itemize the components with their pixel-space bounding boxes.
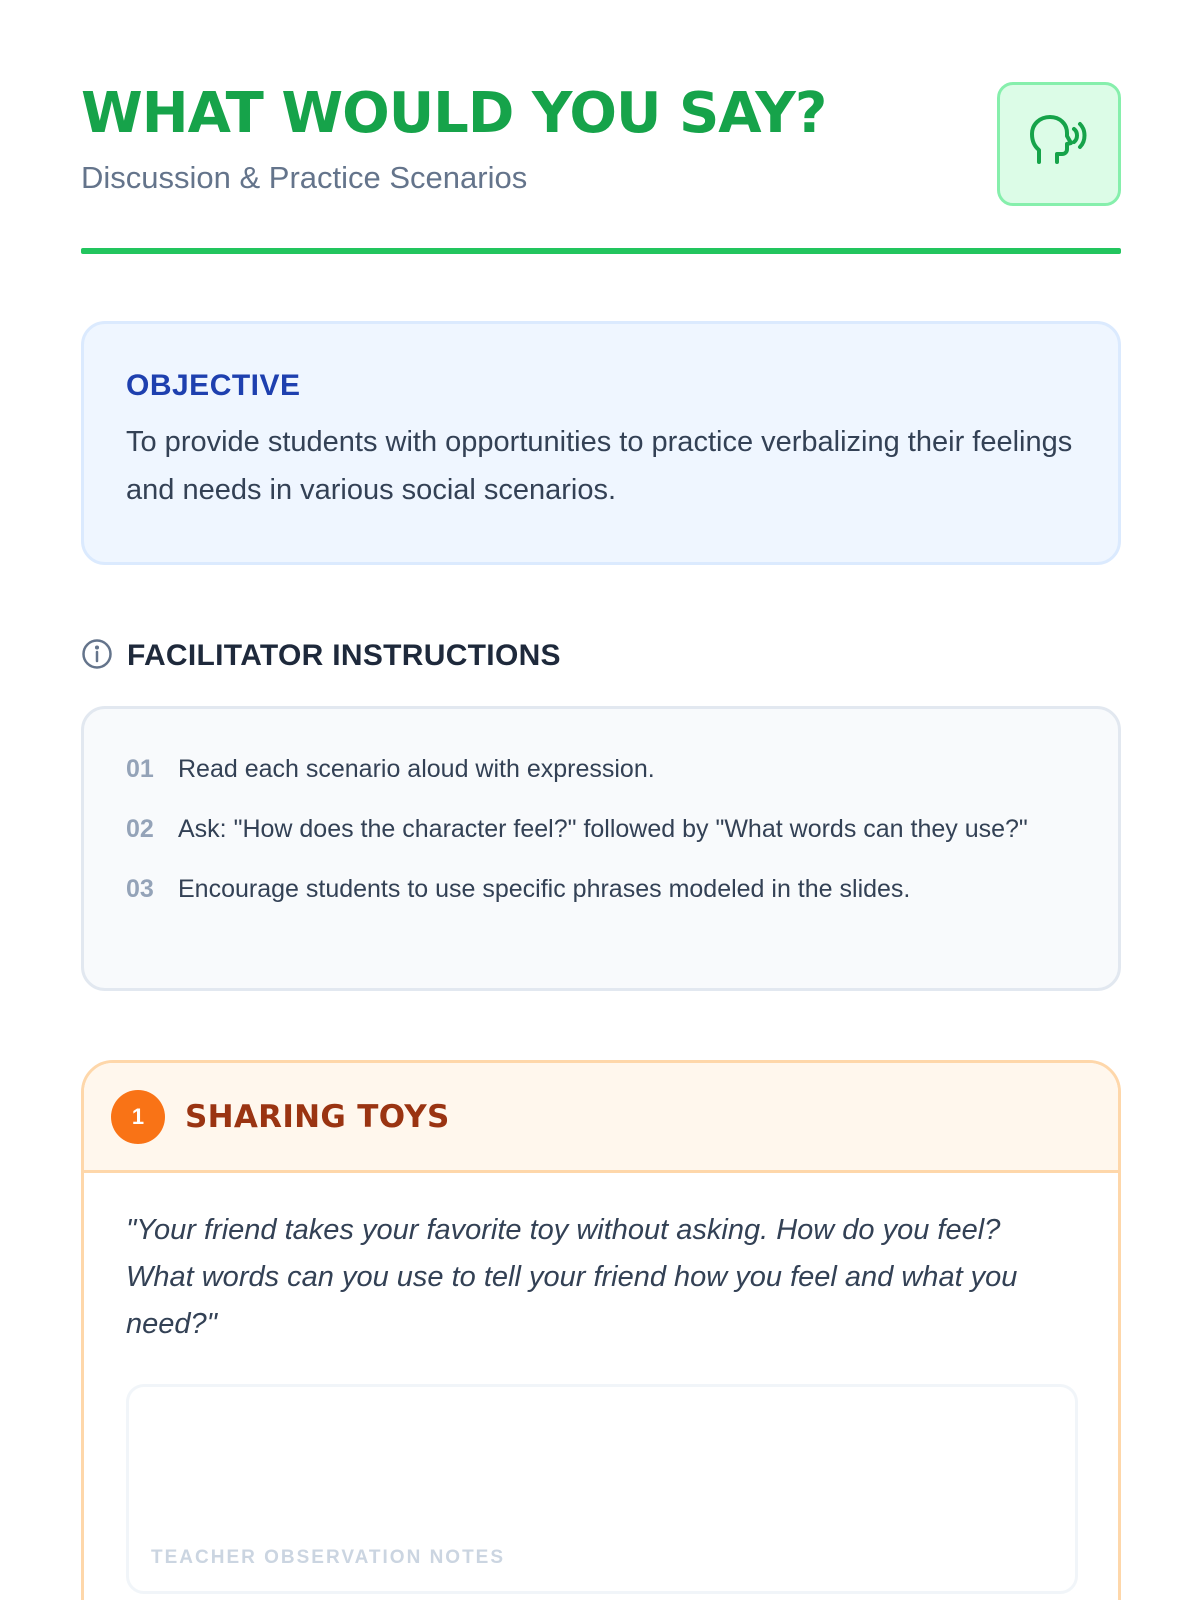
facilitator-instructions [81, 706, 1121, 991]
step-number: 03 [126, 875, 154, 903]
step-text: Read each scenario aloud with expression. [178, 755, 655, 783]
scenario-body [84, 1173, 1118, 1594]
facilitator-heading-text: FACILITATOR INSTRUCTIONS [127, 639, 561, 672]
step-text: Ask: "How does the character feel?" followed by "What words can they use?" [178, 815, 1028, 843]
header-divider [81, 248, 1121, 254]
notes-label: TEACHER OBSERVATION NOTES [151, 1547, 506, 1568]
page-title: WHAT WOULD YOU SAY? [81, 81, 827, 146]
step-number: 02 [126, 815, 154, 843]
facilitator-heading [81, 636, 561, 676]
scenario-prompt: "Your friend takes your favorite toy without asking. How do you feel? What words can you use to tell your friend how you feel and what you need?" [126, 1214, 1018, 1340]
step-number: 01 [126, 755, 154, 783]
page-subtitle: Discussion & Practice Scenarios [81, 160, 528, 195]
instruction-step [126, 749, 1076, 789]
objective-text: To provide students with opportunities to practice verbalizing their feelings and needs in various social scenarios. [126, 426, 1073, 506]
objective-box [81, 321, 1121, 565]
instruction-step [126, 869, 1076, 909]
scenario-header [84, 1063, 1118, 1173]
objective-label: OBJECTIVE [126, 369, 301, 402]
header [81, 82, 1121, 254]
scenario-card [81, 1060, 1121, 1600]
teacher-notes-area[interactable] [126, 1384, 1078, 1594]
speaking-head-icon [997, 82, 1121, 206]
instruction-step [126, 809, 1076, 849]
info-circle-icon [81, 638, 113, 675]
scenario-title: SHARING TOYS [185, 1098, 450, 1135]
scenario-number-badge: 1 [111, 1090, 165, 1144]
step-text: Encourage students to use specific phrases modeled in the slides. [178, 875, 911, 903]
